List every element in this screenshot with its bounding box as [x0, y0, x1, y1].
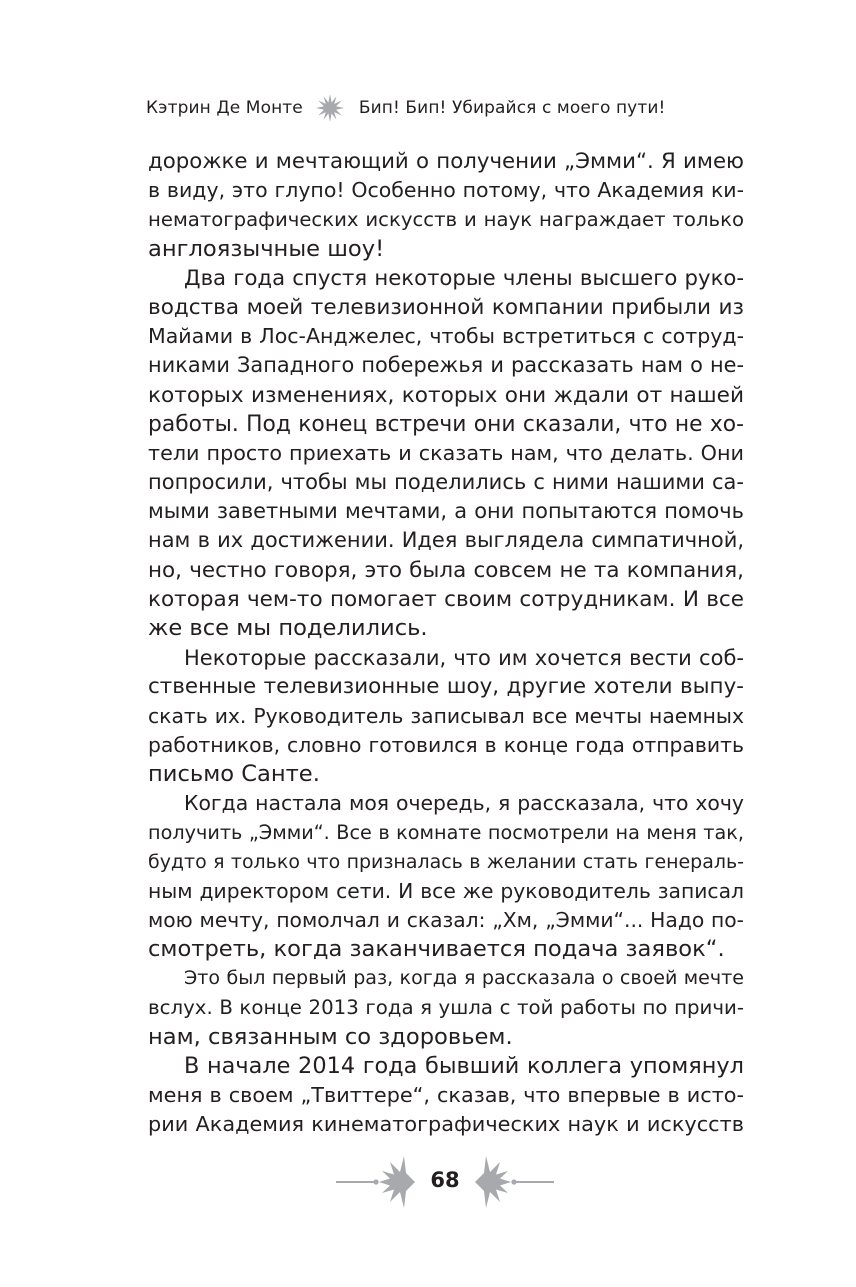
text-line: получить „Эмми“. Все в комнате посмотрели на меня так, [148, 821, 744, 845]
author-name: Кэтрин Де Монте [146, 98, 303, 118]
text-line: меня в своем „Твиттере“, сказав, что впервые в исто- [148, 1083, 744, 1107]
page-number: 68 [430, 1168, 460, 1192]
text-line: мою мечту, помолчал и сказал: „Хм, „Эмми“... Надо по- [148, 907, 744, 932]
text-line: рии Академия кинематографических наук и искусств [148, 1112, 744, 1137]
book-title: Бип! Бип! Убирайся с моего пути! [358, 98, 666, 118]
text-line: Два года спустя некоторые члены высшего руко- [184, 265, 744, 291]
text-line: ным директором сети. И все же руководитель записал [148, 878, 744, 903]
text-line: Майами в Лос-Анджелес, чтобы встретиться с сотруд- [148, 324, 744, 349]
starburst-ornament-left-icon [330, 1152, 425, 1212]
text-line: нам, связанным со здоровьем. [148, 1023, 513, 1050]
text-line: же все мы поделились. [148, 615, 428, 641]
text-line: которых изменениях, которых они ждали от нашей [148, 382, 744, 408]
text-line: но, честно говоря, это была совсем не та компания, [148, 557, 744, 583]
text-line: водства моей телевизионной компании прибыли из [148, 294, 744, 320]
text-line: никами Западного побережья и рассказать нам о не- [148, 353, 744, 378]
text-line: в виду, это глупо! Особенно потому, что Академия ки- [148, 178, 744, 203]
running-head [146, 93, 746, 123]
text-line: Это был первый раз, когда я рассказала о своей мечте [184, 967, 744, 990]
text-line: Когда настала моя очередь, я рассказала, что хочу [184, 791, 744, 816]
text-line: попросили, чтобы мы поделились с ними нашими са- [148, 470, 744, 495]
text-line: Некоторые рассказали, что им хочется вести соб- [184, 645, 744, 671]
text-line: будто я только что призналась в желании стать генераль- [148, 850, 744, 873]
starburst-ornament-right-icon [465, 1152, 560, 1212]
text-line: нематографических искусств и наук награждает только [148, 208, 744, 232]
text-line: работников, словно готовился в конце года отправить [148, 732, 744, 757]
text-line: вслух. В конце 2013 года я ушла с той работы по причи- [148, 996, 744, 1020]
text-line: которая чем-то помогает своим сотрудникам. И все [148, 586, 744, 612]
text-line: работы. Под конец встречи они сказали, что не хо- [148, 411, 744, 437]
text-line: тели просто приехать и сказать нам, что делать. Они [148, 440, 744, 465]
text-line: письмо Санте. [148, 760, 320, 787]
starburst-icon [315, 93, 345, 123]
text-line: В начале 2014 года бывший коллега упомянул [184, 1052, 744, 1079]
text-line: смотреть, когда заканчивается подача заявок“. [148, 936, 725, 963]
text-line: дорожке и мечтающий о получении „Эмми“. Я имею [148, 149, 744, 174]
text-line: англоязычные шоу! [148, 235, 385, 262]
page-footer [330, 1152, 560, 1212]
text-line: скать их. Руководитель записывал все мечты наемных [148, 703, 744, 728]
body-text [148, 147, 744, 1139]
text-line: ственные телевизионные шоу, другие хотели выпу- [148, 674, 744, 700]
text-line: нам в их достижении. Идея выглядела симпатичной, [148, 528, 744, 553]
text-line: мыми заветными мечтами, а они попытаются помочь [148, 499, 744, 524]
